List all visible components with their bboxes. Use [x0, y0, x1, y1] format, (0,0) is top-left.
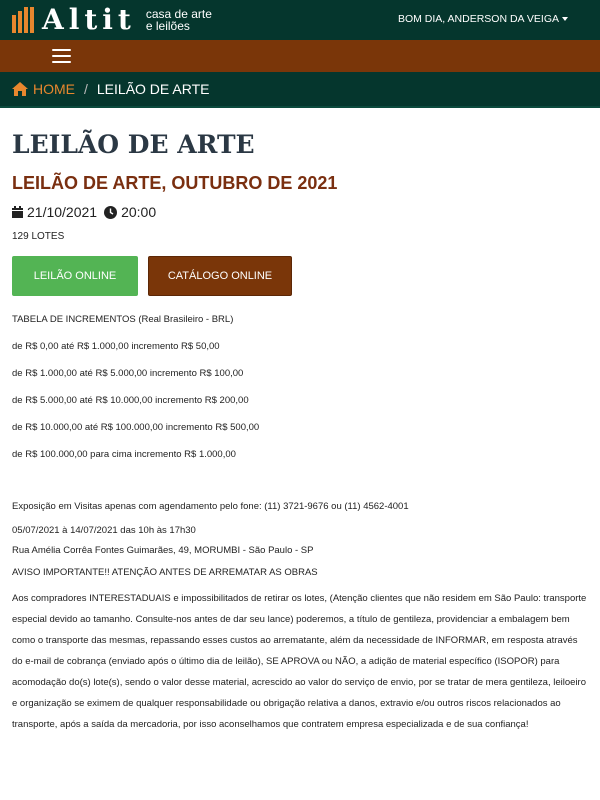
increment-row: de R$ 1.000,00 até R$ 5.000,00 incremento R$ 100,00 — [12, 368, 244, 379]
exhibition-dates: 05/07/2021 à 14/07/2021 das 10h às 17h30 — [12, 525, 196, 536]
breadcrumb-current: LEILÃO DE ARTE — [96, 81, 210, 97]
exhibition-info: Exposição em Visitas apenas com agendamento pelo fone: (11) 3721-9676 ou (11) 4562-4001 — [12, 501, 409, 512]
main-navbar — [0, 40, 600, 72]
increment-row: de R$ 5.000,00 até R$ 10.000,00 incremento R$ 200,00 — [12, 395, 249, 406]
chevron-down-icon — [562, 17, 568, 21]
notice-title: AVISO IMPORTANTE!! ATENÇÃO ANTES DE ARREMATAR AS OBRAS — [12, 567, 318, 578]
increment-row: de R$ 100.000,00 para cima incremento R$ 1.000,00 — [12, 449, 236, 460]
user-menu[interactable] — [398, 13, 568, 25]
brand-tagline — [146, 8, 212, 32]
lots-count: 129 LOTES — [12, 231, 65, 242]
tagline-line-1: casa de arte — [145, 7, 212, 21]
breadcrumb — [0, 72, 600, 108]
increment-row: de R$ 10.000,00 até R$ 100.000,00 incremento R$ 500,00 — [12, 422, 260, 433]
increment-row: de R$ 0,00 até R$ 1.000,00 incremento R$ 50,00 — [12, 341, 220, 352]
online-catalog-button[interactable]: CATÁLOGO ONLINE — [148, 256, 292, 296]
main-content — [0, 130, 600, 735]
auction-date: 21/10/2021 — [27, 204, 98, 220]
calendar-icon — [12, 206, 23, 218]
brand-name: Altit — [42, 3, 136, 36]
hamburger-icon[interactable] — [52, 49, 71, 63]
auction-datetime — [12, 202, 588, 222]
page-title: LEILÃO DE ARTE — [12, 130, 255, 159]
online-auction-button[interactable]: LEILÃO ONLINE — [12, 256, 138, 296]
breadcrumb-home-label: HOME — [33, 81, 75, 97]
auction-info — [12, 313, 588, 735]
top-header — [0, 0, 600, 40]
action-buttons — [12, 256, 588, 296]
home-icon — [12, 82, 28, 96]
clock-icon — [104, 206, 117, 219]
exhibition-address: Rua Amélia Corrêa Fontes Guimarães, 49, MORUMBI - São Paulo - SP — [12, 545, 314, 556]
auction-subtitle: LEILÃO DE ARTE, OUTUBRO DE 2021 — [12, 173, 338, 193]
user-greeting: BOM DIA, ANDERSON DA VEIGA — [397, 13, 559, 25]
logo-bars-icon — [12, 7, 34, 33]
auction-time: 20:00 — [121, 204, 157, 220]
tagline-line-2: e leilões — [145, 19, 190, 33]
brand-logo[interactable] — [12, 3, 212, 36]
notice-body: Aos compradores INTERESTADUAIS e impossibilitados de retirar os lotes, (Atenção clientes que não residem em São Paulo: transporte especial devido ao tamanho. Consulte-nos antes de dar seu lance) poderemos, a título de gentileza, providenciar a embalagem bem como o transporte das mesmas, repassando esses custos ao arrematante, além da necessidade de INFORMAR, em resposta através do e-mail de cobrança (enviado após o último dia de leilão), SE APROVA ou NÃO, a adição de material específico (ISOPOR) para acomodação do(s) lote(s), sendo o valor desse material, acrescido ao valor do serviço de envio, por se tratar de mera gentileza, leiloeiro e organização se eximem de qualquer responsabilidade ou obrigação relativa a danos, extravio e/ou outros riscos relacionados ao transporte, após a saída da mercadoria, por isso aconselhamos que contratem empresa especializada e de sua confiança! — [12, 593, 587, 730]
breadcrumb-separator: / — [84, 81, 88, 97]
increments-heading: TABELA DE INCREMENTOS (Real Brasileiro - BRL) — [12, 314, 234, 325]
breadcrumb-home[interactable] — [12, 81, 75, 97]
